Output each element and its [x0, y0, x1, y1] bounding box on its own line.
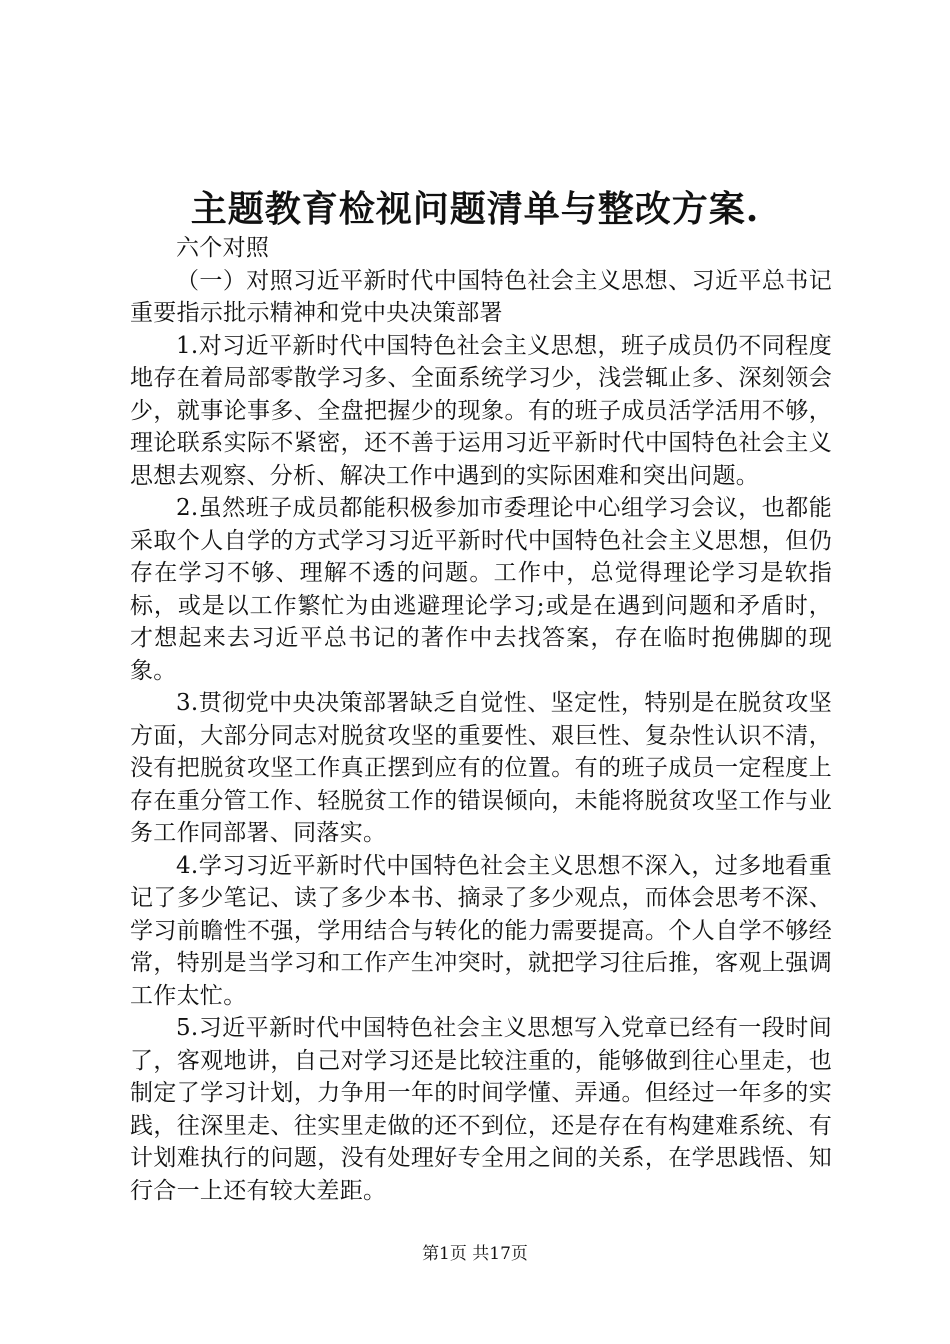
paragraph-item-2: 2.虽然班子成员都能积极参加市委理论中心组学习会议，也都能采取个人自学的方式学习习近平新时代中国特色社会主义思想，但仍存在学习不够、理解不透的问题。工作中，总觉得理论学习是软指标，或是以工作繁忙为由逃避理论学习;或是在遇到问题和矛盾时，才想起来去习近平总书记的著作中去找答案，存在临时抱佛脚的现象。	[130, 495, 832, 684]
paragraph-subsection-heading: （一）对照习近平新时代中国特色社会主义思想、习近平总书记重要指示批示精神和党中央决策部署	[130, 267, 832, 326]
paragraph-item-1: 1.对习近平新时代中国特色社会主义思想，班子成员仍不同程度地存在着局部零散学习多、全面系统学习少，浅尝辄止多、深刻领会少，就事论事多、全盘把握少的现象。有的班子成员活学活用不够，理论联系实际不紧密，还不善于运用习近平新时代中国特色社会主义思想去观察、分析、解决工作中遇到的实际困难和突出问题。	[130, 332, 832, 489]
document-body	[130, 232, 832, 1207]
paragraph-item-3: 3.贯彻党中央决策部署缺乏自觉性、坚定性，特别是在脱贫攻坚方面，大部分同志对脱贫攻坚的重要性、艰巨性、复杂性认识不清，没有把脱贫攻坚工作真正摆到应有的位置。有的班子成员一定程度上存在重分管工作、轻脱贫工作的错误倾向，未能将脱贫攻坚工作与业务工作同部署、同落实。	[130, 690, 832, 846]
page-number-footer: 第1页 共17页	[422, 1244, 528, 1264]
document-title: 主题教育检视问题清单与整改方案.	[190, 188, 760, 230]
paragraph-item-4: 4.学习习近平新时代中国特色社会主义思想不深入，过多地看重记了多少笔记、读了多少本书、摘录了多少观点，而体会思考不深、学习前瞻性不强，学用结合与转化的能力需要提高。个人自学不够经常，特别是当学习和工作产生冲突时，就把学习往后推，客观上强调工作太忙。	[130, 852, 832, 1009]
paragraph-section-heading: 六个对照	[176, 235, 270, 261]
paragraph-item-5: 5.习近平新时代中国特色社会主义思想写入党章已经有一段时间了，客观地讲，自己对学习还是比较注重的，能够做到往心里走，也制定了学习计划，力争用一年的时间学懂、弄通。但经过一年多的实践，往深里走、往实里走做的还不到位，还是存在有构建难系统、有计划难执行的问题，没有处理好专全用之间的关系，在学思践悟、知行合一上还有较大差距。	[130, 1015, 832, 1204]
